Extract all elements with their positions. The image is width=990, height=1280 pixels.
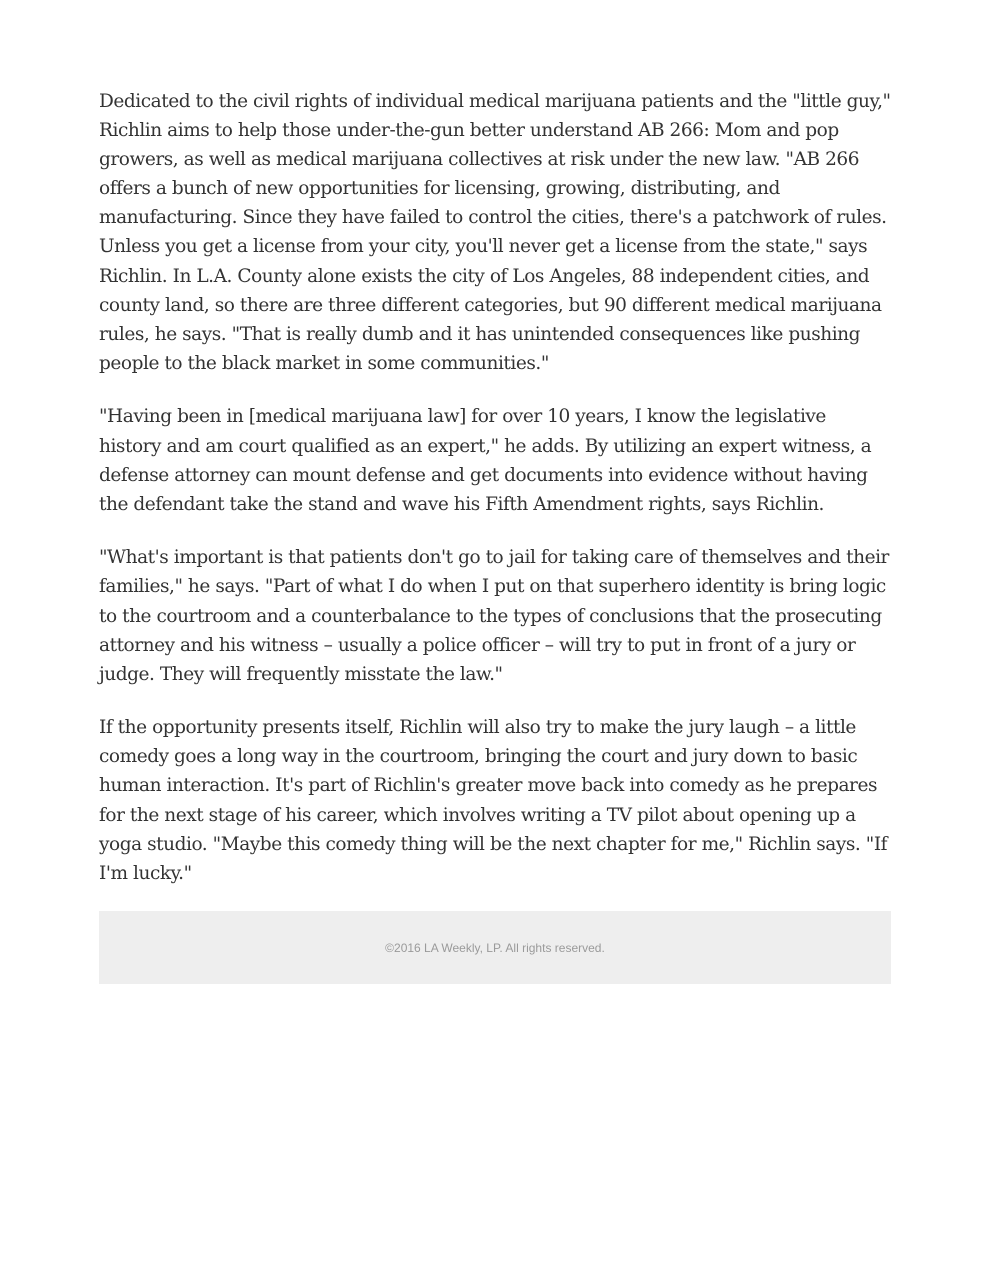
article-paragraph: Dedicated to the civil rights of individual medical marijuana patients and the "little guy," Richlin aims to help those under-the-gun better understand AB 266: Mom and pop growers, as well as medical marijuana collectives at risk under the new law. "AB 266 offers a bunch of new opportunities for licensing, growing, distributing, and manufacturing. Since they have failed to control the cities, there's a patchwork of rules. Unless you get a license from your city, you'll never get a license from the state," says Richlin. In L.A. County alone exists the city of Los Angeles, 88 independent cities, and county land, so there are three different categories, but 90 different medical marijuana rules, he says. "That is really dumb and it has unintended consequences like pushing people to the black market in some communities." <box>99 91 891 374</box>
article-paragraph: If the opportunity presents itself, Richlin will also try to make the jury laugh – a little comedy goes a long way in the courtroom, bringing the court and jury down to basic human interaction. It's part of Richlin's greater move back into comedy as he prepares for the next stage of his career, which involves writing a TV pilot about opening up a yoga studio. "Maybe this comedy thing will be the next chapter for me," Richlin says. "If I'm lucky." <box>99 717 888 884</box>
article-paragraph: "What's important is that patients don't go to jail for taking care of themselves and their families," he says. "Part of what I do when I put on that superhero identity is bring logic to the courtroom and a counterbalance to the types of conclusions that the prosecuting attorney and his witness – usually a police officer – will try to put in front of a jury or judge. They will frequently misstate the law." <box>99 547 889 685</box>
article-body <box>99 87 891 912</box>
copyright-notice: ©2016 LA Weekly, LP. All rights reserved. <box>385 940 605 955</box>
page-footer <box>99 911 891 984</box>
article-paragraph: "Having been in [medical marijuana law] for over 10 years, I know the legislative history and am court qualified as an expert," he adds. By utilizing an expert witness, a defense attorney can mount defense and get documents into evidence without having the defendant take the stand and wave his Fifth Amendment rights, says Richlin. <box>99 406 872 515</box>
